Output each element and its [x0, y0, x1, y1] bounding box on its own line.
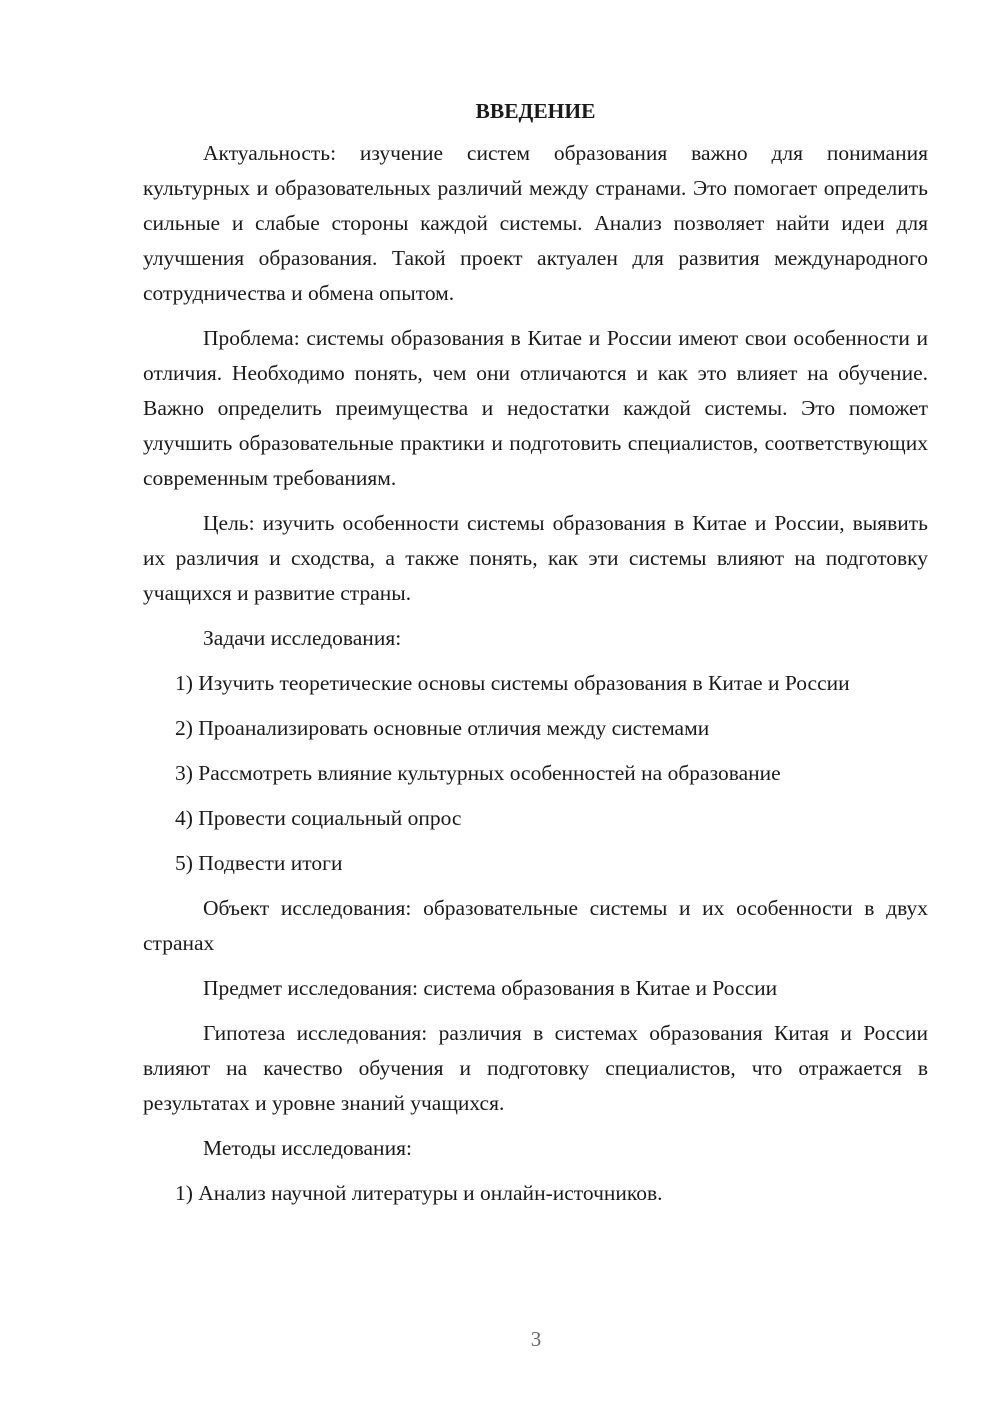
tasks-heading: Задачи исследования:: [203, 626, 402, 650]
page-number: 3: [530, 1327, 542, 1351]
task-item-5: 5) Подвести итоги: [175, 851, 343, 875]
subject-paragraph: Предмет исследования: система образования в Китае и России: [203, 976, 778, 1000]
relevance-paragraph: Актуальность: изучение систем образования важно для понимания культурных и образовательных различий между странами. Это помогает определить сильные и слабые стороны каждой системы. Анализ позволяет найти идеи для улучшения образования. Такой проект актуален для развития международного сотрудничества и обмена опытом.: [143, 141, 928, 305]
methods-heading: Методы исследования:: [203, 1136, 412, 1160]
task-item-3: 3) Рассмотреть влияние культурных особенностей на образование: [175, 761, 781, 785]
problem-paragraph: Проблема: системы образования в Китае и России имеют свои особенности и отличия. Необходимо понять, чем они отличаются и как это влияет на обучение. Важно определить преимущества и недостатки каждой системы. Это поможет улучшить образовательные практики и подготовить специалистов, соответствующих современным требованиям.: [143, 326, 928, 490]
hypothesis-paragraph: Гипотеза исследования: различия в системах образования Китая и России влияют на качество обучения и подготовку специалистов, что отражается в результатах и уровне знаний учащихся.: [143, 1021, 928, 1115]
goal-paragraph: Цель: изучить особенности системы образования в Китае и России, выявить их различия и сходства, а также понять, как эти системы влияют на подготовку учащихся и развитие страны.: [143, 511, 928, 605]
method-item-1: 1) Анализ научной литературы и онлайн-источников.: [175, 1181, 663, 1205]
section-title: ВВЕДЕНИЕ: [475, 99, 596, 123]
task-item-4: 4) Провести социальный опрос: [175, 806, 462, 830]
object-paragraph: Объект исследования: образовательные системы и их особенности в двух странах: [143, 896, 928, 955]
document-page: [143, 96, 928, 1221]
task-item-1: 1) Изучить теоретические основы системы образования в Китае и России: [175, 671, 850, 695]
task-item-2: 2) Проанализировать основные отличия между системами: [175, 716, 710, 740]
